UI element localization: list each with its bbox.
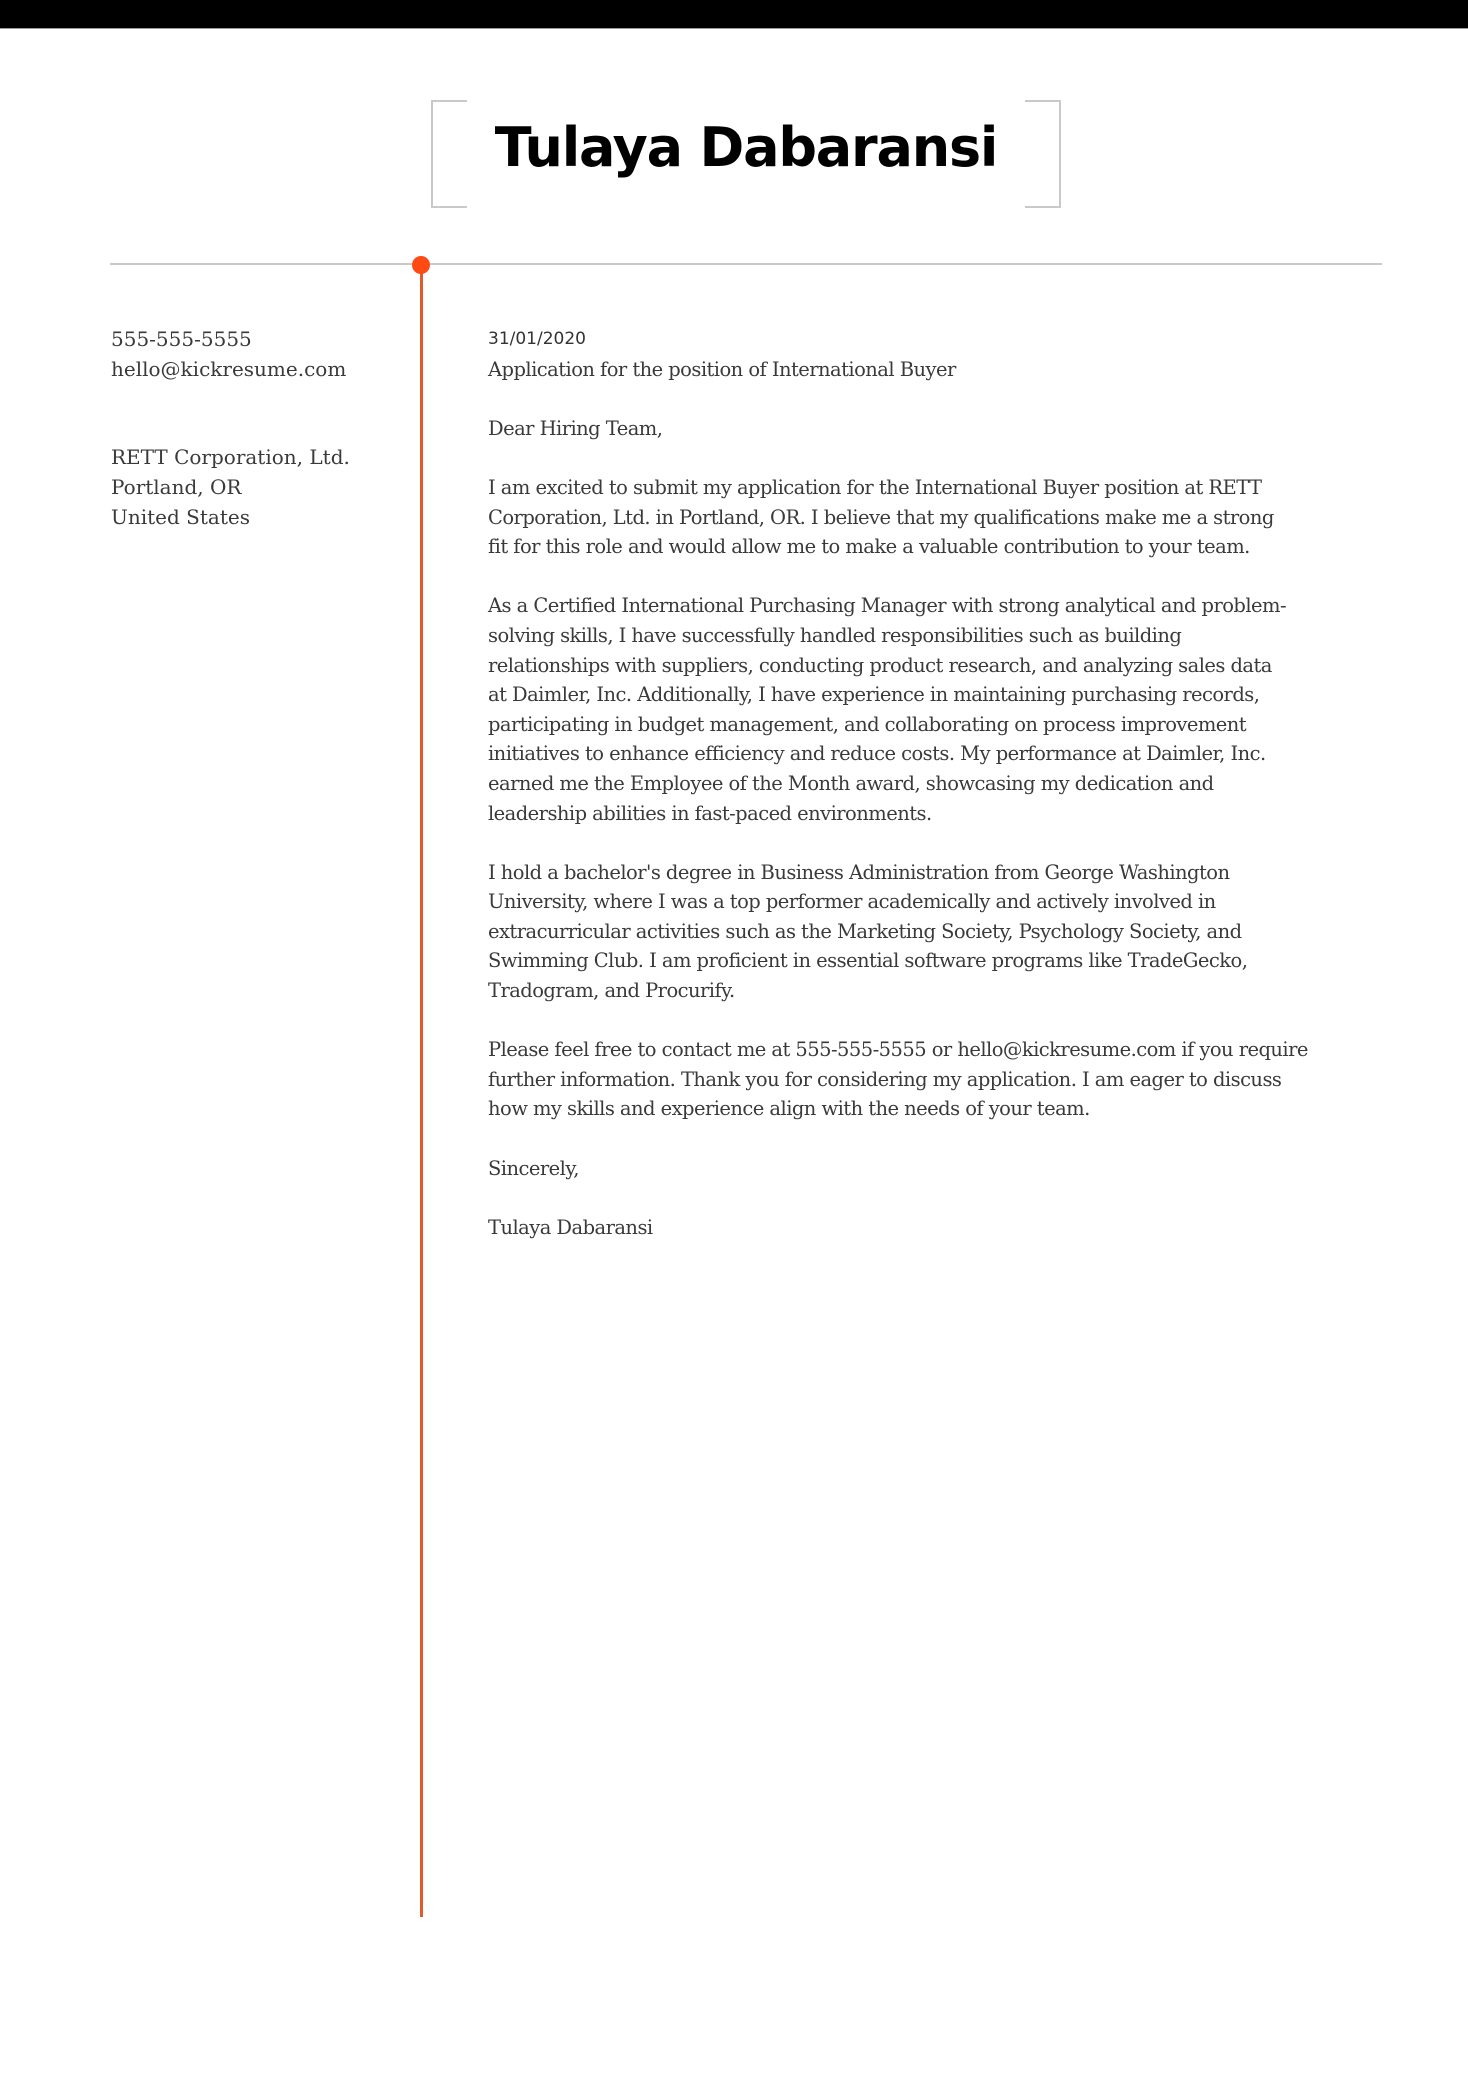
spacer bbox=[488, 562, 1388, 592]
letter-signature: Tulaya Dabaransi bbox=[488, 1215, 653, 1239]
spacer bbox=[111, 384, 401, 443]
spacer bbox=[488, 384, 1388, 414]
paragraph-line: solving skills, I have successfully handled responsibilities such as building bbox=[488, 623, 1182, 647]
paragraph-line: University, where I was a top performer academically and actively involved in bbox=[488, 890, 1216, 914]
paragraph-line: further information. Thank you for considering my application. I am eager to discuss bbox=[488, 1067, 1282, 1091]
name-header bbox=[431, 100, 1061, 208]
paragraph-line: participating in budget management, and collaborating on process improvement bbox=[488, 712, 1247, 736]
applicant-name: Tulaya Dabaransi bbox=[494, 116, 998, 179]
contact-sidebar bbox=[111, 325, 401, 532]
paragraph-line: As a Certified International Purchasing Manager with strong analytical and problem- bbox=[488, 594, 1287, 618]
letter-body bbox=[488, 325, 1388, 1242]
spacer bbox=[488, 443, 1388, 473]
paragraph-line: fit for this role and would allow me to make a valuable contribution to your team. bbox=[488, 535, 1250, 559]
paragraph-line: how my skills and experience align with the needs of your team. bbox=[488, 1097, 1090, 1121]
paragraph-line: I hold a bachelor's degree in Business Administration from George Washington bbox=[488, 860, 1230, 884]
paragraph-line: initiatives to enhance efficiency and reduce costs. My performance at Daimler, Inc. bbox=[488, 742, 1266, 766]
paragraph-line: Swimming Club. I am proficient in essential software programs like TradeGecko, bbox=[488, 949, 1248, 973]
letter-date: 31/01/2020 bbox=[488, 329, 586, 349]
paragraph-line: Please feel free to contact me at 555-555-5555 or hello@kickresume.com if you require bbox=[488, 1038, 1308, 1062]
paragraph-line: I am excited to submit my application for the International Buyer position at RETT bbox=[488, 475, 1262, 499]
paragraph-closing bbox=[488, 1035, 1388, 1124]
sender-email: hello@kickresume.com bbox=[111, 356, 347, 381]
paragraph-line: leadership abilities in fast-paced environments. bbox=[488, 801, 932, 825]
paragraph-intro bbox=[488, 473, 1388, 562]
letter-closing: Sincerely, bbox=[488, 1156, 579, 1180]
accent-dot-icon bbox=[412, 256, 430, 274]
recipient-country: United States bbox=[111, 504, 250, 529]
vertical-accent-divider bbox=[420, 265, 423, 1917]
paragraph-line: extracurricular activities such as the Marketing Society, Psychology Society, and bbox=[488, 919, 1242, 943]
letter-salutation: Dear Hiring Team, bbox=[488, 416, 663, 440]
recipient-company: RETT Corporation, Ltd. bbox=[111, 445, 350, 470]
sender-phone: 555-555-5555 bbox=[111, 327, 252, 351]
recipient-city: Portland, OR bbox=[111, 474, 242, 499]
spacer bbox=[488, 1183, 1388, 1213]
paragraph-line: Corporation, Ltd. in Portland, OR. I believe that my qualifications make me a strong bbox=[488, 505, 1274, 529]
spacer bbox=[488, 1006, 1388, 1036]
paragraph-line: relationships with suppliers, conducting product research, and analyzing sales data bbox=[488, 653, 1272, 677]
spacer bbox=[488, 1124, 1388, 1154]
paragraph-education bbox=[488, 858, 1388, 1006]
letter-subject: Application for the position of International Buyer bbox=[488, 357, 956, 381]
top-header-bar bbox=[0, 0, 1468, 29]
spacer bbox=[488, 828, 1388, 858]
paragraph-line: earned me the Employee of the Month award, showcasing my dedication and bbox=[488, 771, 1214, 795]
paragraph-experience bbox=[488, 591, 1388, 828]
paragraph-line: at Daimler, Inc. Additionally, I have experience in maintaining purchasing records, bbox=[488, 683, 1260, 707]
paragraph-line: Tradogram, and Procurify. bbox=[488, 979, 735, 1003]
horizontal-divider bbox=[110, 263, 1382, 265]
